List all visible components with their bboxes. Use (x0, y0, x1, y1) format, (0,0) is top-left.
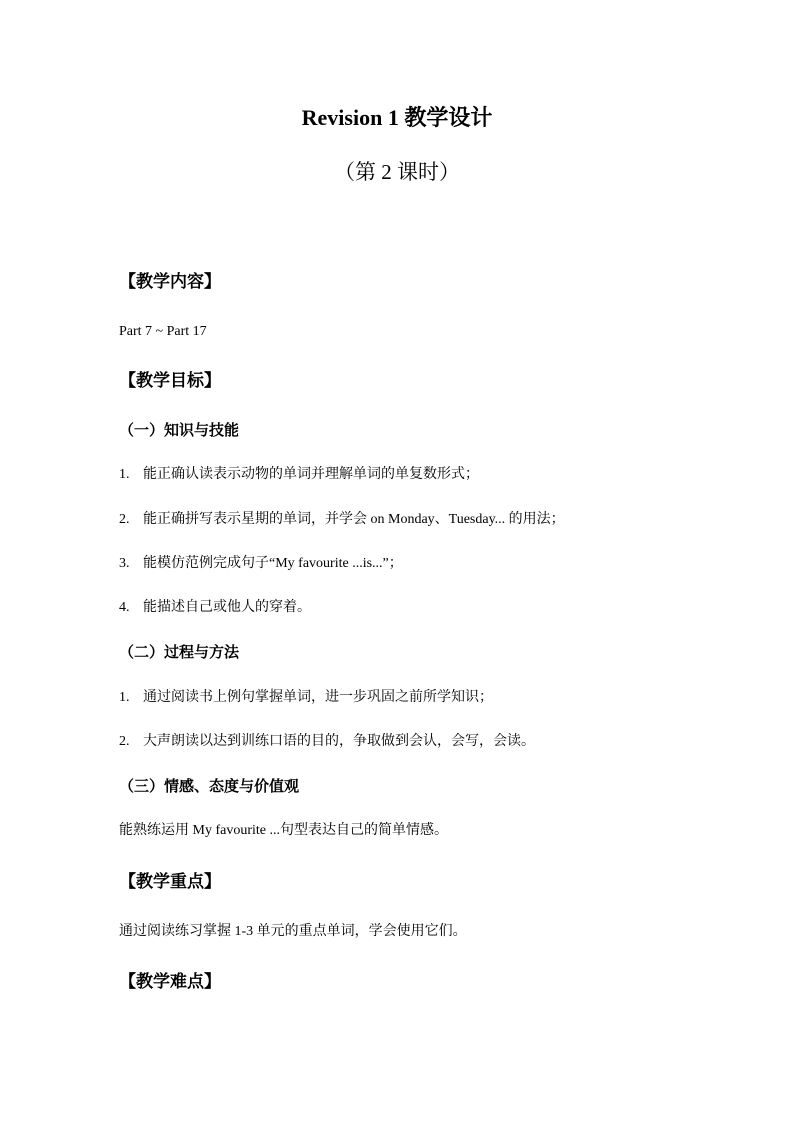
section-heading-content: 【教学内容】 (119, 272, 221, 291)
section-heading-key: 【教学重点】 (119, 872, 221, 891)
list-item-number: 1. (119, 467, 130, 482)
subheading-emotion: （三）情感、态度与价值观 (119, 779, 300, 795)
content-text: Part 7 ~ Part 17 (119, 324, 207, 339)
list-item (119, 510, 565, 530)
emotion-text: 能熟练运用 My favourite ...句型表达自己的简单情感。 (119, 823, 448, 838)
document-subtitle: （第 2 课时） (334, 160, 460, 184)
list-item-number: 2. (119, 734, 130, 749)
list-item (119, 598, 311, 618)
key-text: 通过阅读练习掌握 1-3 单元的重点单词，学会使用它们。 (119, 924, 467, 939)
list-item-text: 能描述自己或他人的穿着。 (143, 600, 311, 615)
list-item-number: 1. (119, 690, 130, 705)
section-heading-goals: 【教学目标】 (119, 371, 221, 390)
list-item-number: 2. (119, 512, 130, 527)
list-item-number: 4. (119, 600, 130, 615)
subheading-process: （二）过程与方法 (119, 645, 240, 661)
list-item-text: 大声朗读以达到训练口语的目的，争取做到会认，会写，会读。 (143, 734, 535, 749)
list-item (119, 688, 493, 708)
list-item-number: 3. (119, 556, 130, 571)
section-heading-difficult: 【教学难点】 (119, 972, 221, 991)
list-item (119, 465, 479, 485)
list-item-text: 通过阅读书上例句掌握单词，进一步巩固之前所学知识； (143, 690, 493, 705)
list-item-text: 能正确拼写表示星期的单词，并学会 on Monday、Tuesday... 的用法； (143, 512, 565, 527)
list-item (119, 732, 535, 752)
list-item (119, 554, 403, 574)
list-item-text: 能模仿范例完成句子“My favourite ...is...”； (143, 556, 403, 571)
list-item-text: 能正确认读表示动物的单词并理解单词的单复数形式； (143, 467, 479, 482)
subheading-knowledge: （一）知识与技能 (119, 423, 240, 439)
document-title: Revision 1 教学设计 (301, 105, 493, 130)
